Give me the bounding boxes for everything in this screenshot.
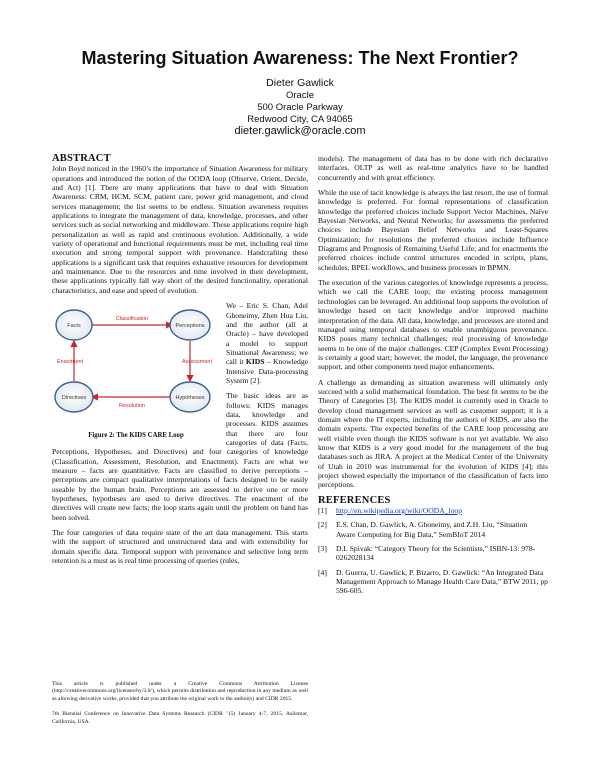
reference-link[interactable]: http://en.wikipedia.org/wiki/OODA_loop	[336, 506, 462, 516]
left-column	[52, 154, 308, 571]
footnote	[52, 681, 308, 734]
node-label-directives: Directives	[61, 395, 87, 402]
reference-text: D.I. Spivak: “Category Theory for the Scientists,” ISBN-13: 978-0262028134	[336, 544, 536, 563]
reference-number: [2]	[318, 520, 327, 530]
right-paragraph-1: While the use of tacit knowledge is always the last resort, the use of formal knowledge is preferred. For formal representations of classification knowledge the preferred choices include Support Vector Machines, Naïve Bayesian Networks, and Neural Networks; for assessments the preferred choices include Bayesian Belief Networks and Least-Squares Optimization; for resolutions the preferred choices include Influence Diagrams and Prognosis of Remaining Useful Life; and for enactments the preferred choices include control structures encoded in scripts, plans, schedules, BPEL workflows, and business processes in BPMN.	[318, 188, 548, 272]
abstract-paragraph-3: The basic ideas are as follows: KIDS manages data, knowledge and processes. KIDS assumes that there are four categories of data (Facts, Perceptions, Hypotheses, and Directives) and four categories of knowledge (Classification, Assessment, Resolution, and Enactment). Facts are what we measure – facts are quantitative. Facts are classified to derive perceptions – perceptions are compact qualitative interpretations of facts designed to be easily useable by the human brain. Perceptions are assessed to derive one or more hypotheses, hypotheses are used to derive directives. The enactment of the directives will create new facts; the loop starts again until the problem on hand has been solved.	[52, 391, 308, 522]
node-label-perceptions: Perceptions	[175, 323, 205, 330]
abstract-p2-end: – Knowledge Intensive Data-processing System [2].	[226, 357, 308, 385]
node-label-facts: Facts	[67, 323, 81, 330]
reference-item	[318, 520, 548, 539]
footnote-license: This article is published under a Creative Commons Attribution License (http://creativecommons.org/licenses/by/3.0/), which permits distribution and reproduction in any medium as well as allowing derivative works, provided that you attribute the original work to the author(s) and CIDR 2015.	[52, 681, 308, 702]
abstract-paragraph-1: John Boyd noticed in the 1960’s the importance of Situation Awareness for military operations and introduced the notion of the OODA loop (Observe, Orient, Decide, and Act) [1]. There are many applications that have to deal with Situation Awareness: CRM, HCM, SCM, patient care, power grid management, and cloud services management; the list seems to be endless. Situation awareness requires applications to integrate the management of data, knowledge, processes, and other services such as social networking and middleware. These applications require high personalization as well as rapid and continuous evolution. Additionally, a wide variety of operational and functional requirements must be met, including real time execution and strong temporal support with provenance. Handcrafting these applications is a significant task that requires exhaustive resources for development and maintenance. Due to the resources and time involved in their development, these applications typically fall way short of the desired functionality, operational characteristics, and ease and speed of evolution.	[52, 164, 308, 295]
reference-number: [3]	[318, 544, 327, 554]
reference-item	[318, 568, 548, 596]
author-org: Oracle	[286, 90, 314, 101]
abstract-paragraph-4: The four categories of data require state of the art data management. This starts with the support of structured and unstructured data and with extensibility for domain specific data. Temporal support with provenance and selective long term retention is a must as is real time processing of queries (rules,	[52, 528, 308, 566]
right-paragraph-2: The execution of the various categories of knowledge represents a process, which we call the CARE loop; the existing process management technologies can be leveraged. An additional loop supports the evolution of knowledge based on tacit knowledge and/or improved machine interpretation of the data. All data, knowledge, and processes are stored and managed using temporal databases to enable unambiguous provenance. KIDS poses many technical challenges; real processing of knowledge seems to be one of the major challenges. CEP (Complex Event Processing) is certainly a good start; however, the model, the language, the provenance support, and other components need major enhancements.	[318, 278, 548, 372]
right-paragraph-0: models). The management of data has to be done with rich declarative interfaces. OLTP as well as real-time analytics have to be handled concurrently and with great efficiency.	[318, 154, 548, 182]
right-paragraph-3: A challenge as demanding as situation awareness will ultimately only succeed with a solid mathematical foundation. The best fit seems to be the Theory of Categories [3]. The KIDS model is currently used in Oracle to develop cloud management services as well as customer support; it is a domain where the IT experts, including the authors of KIDS, are also the domain experts. The expected benefits of the CARE loop processing are well visible even though the KIDS software is not yet available. We also know that KIDS is a very good model for the management of the bug databases such as JIRA. A project at the Medical Center of the University of Utah in 2010 was instrumental for the evolution of KIDS [4]; this project showed especially the importance of the classification of facts into perceptions.	[318, 377, 548, 490]
author-city: Redwood City, CA 94065	[247, 114, 353, 125]
references-heading: REFERENCES	[318, 494, 391, 506]
reference-number: [1]	[318, 506, 327, 516]
edge-label-classification: Classification	[115, 316, 149, 323]
abstract-heading: ABSTRACT	[52, 153, 111, 164]
node-facts	[56, 310, 92, 340]
figure-caption: Figure 2: The KIDS CARE Loop	[88, 432, 184, 440]
author-name: Dieter Gawlick	[266, 77, 334, 89]
edge-label-resolution: Resolution	[119, 403, 145, 410]
node-hypotheses	[170, 382, 210, 412]
paper-title: Mastering Situation Awareness: The Next Frontier?	[81, 48, 519, 68]
node-directives	[55, 382, 93, 412]
reference-number: [4]	[318, 567, 327, 577]
figure-care-loop	[52, 303, 220, 440]
author-email[interactable]: dieter.gawlick@oracle.com	[234, 125, 366, 137]
edge-label-assessment: Assessment	[182, 359, 212, 366]
abstract-p2-start: We – Eric S. Chan, Adel Ghoneimy, Zhen Hua Liu, and the author (all at Oracle) – have developed a model to support Situational Awareness; we call it	[226, 301, 308, 367]
right-column	[318, 154, 548, 601]
care-loop-diagram	[52, 303, 220, 427]
reference-text: D. Guerra, U. Gawlick, P. Bizarro, D. Gawlick: “An Integrated Data Management Approach to Manage Health Care Data,” BTW 2011, pp 596-605.	[336, 567, 548, 596]
reference-text: E.S. Chan, D. Gawlick, A. Ghoneimy, and Z.H. Liu, “Situation Aware Computing for Big Data,” SemBIoT 2014	[336, 520, 528, 539]
reference-item	[318, 506, 548, 515]
reference-item	[318, 544, 548, 563]
kids-term: KIDS	[245, 357, 265, 367]
footnote-conference: 7th Biennial Conference on Innovative Data Systems Research (CIDR ’15) January 4-7, 2015, Asilomar, California, USA.	[52, 711, 308, 725]
edge-label-enactment: Enactment	[56, 359, 84, 366]
node-perceptions	[170, 310, 210, 340]
author-street: 500 Oracle Parkway	[257, 102, 343, 113]
node-label-hypotheses: Hypotheses	[175, 395, 205, 402]
